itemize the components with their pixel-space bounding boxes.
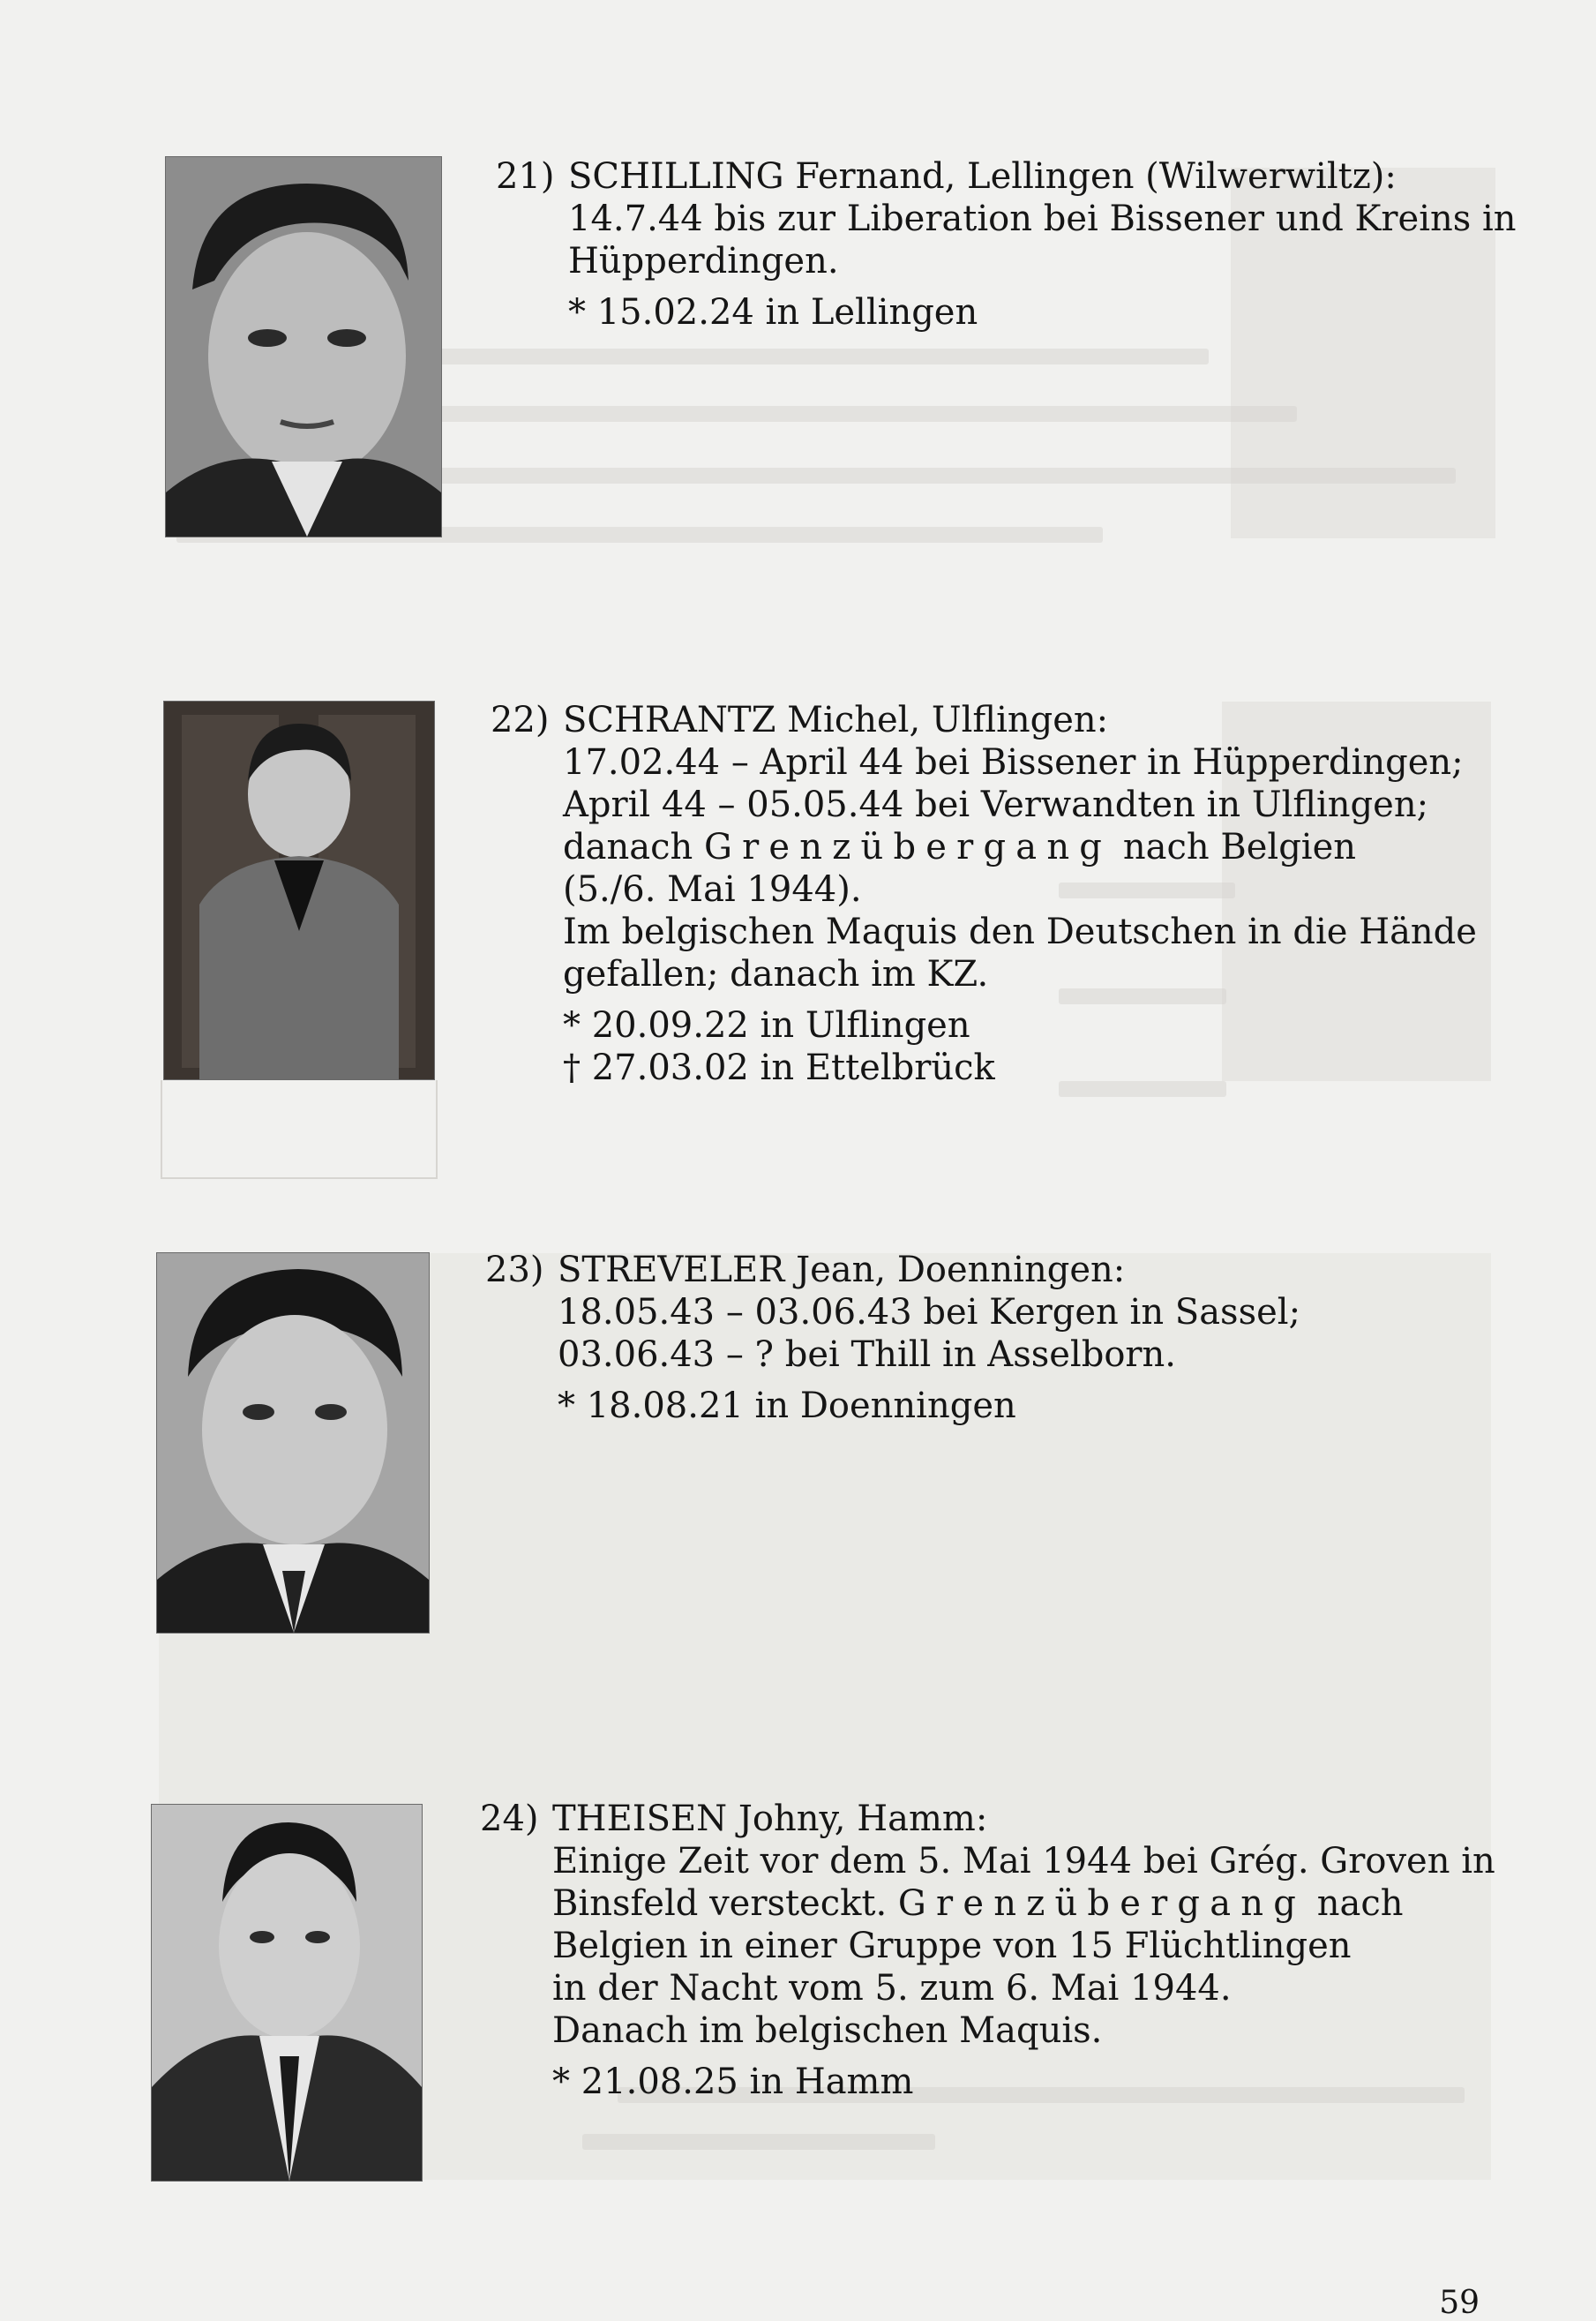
entry-line [563,826,1477,868]
birth-date: * 18.08.21 in Doenningen [558,1386,1016,1426]
entry-line: April 44 – 05.05.44 bei Verwandten in Ulflingen; [563,785,1429,825]
bleed-through-line [415,349,1209,364]
entry-number: 22) [491,700,550,740]
bleed-through-line [415,468,1456,484]
entry-line [552,1882,1495,1925]
portrait-photo-streveler [157,1253,429,1633]
entry-line-start: Binsfeld versteckt. [552,1883,888,1924]
birth-date: * 21.08.25 in Hamm [552,2062,914,2102]
photo-border-frame [161,1080,438,1179]
entry-heading: THEISEN Johny, Hamm: [552,1799,988,1839]
entry-line: gefallen; danach im KZ. [563,954,989,995]
entry-line: Im belgischen Maquis den Deutschen in die Hände [563,912,1477,952]
entry-number: 24) [480,1799,539,1839]
entry-heading: STREVELER Jean, Doenningen: [558,1250,1126,1290]
entry-line: 18.05.43 – 03.06.43 bei Kergen in Sassel; [558,1292,1301,1333]
entry-line-start: danach [563,827,693,868]
entry-line: 03.06.43 – ? bei Thill in Asselborn. [558,1334,1176,1375]
birth-date: * 20.09.22 in Ulflingen [563,1005,970,1046]
entry-line: Einige Zeit vor dem 5. Mai 1944 bei Grég. Groven in [552,1841,1495,1882]
bleed-through-line [582,2134,935,2150]
spaced-word: Grenzübergang [897,1883,1307,1924]
entry-line-end: nach [1316,1883,1404,1924]
page-number: 59 [1439,2285,1480,2321]
entry-heading: SCHILLING Fernand, Lellingen (Wilwerwiltz): [568,156,1397,197]
entry-line: Hüpperdingen. [568,241,839,282]
entry-number: 21) [496,156,555,197]
death-date: † 27.03.02 in Ettelbrück [563,1048,995,1088]
entry-line: in der Nacht vom 5. zum 6. Mai 1944. [552,1968,1232,2009]
entry-number: 23) [485,1250,544,1290]
spaced-word: Grenzübergang [703,827,1113,868]
entry-line: Danach im belgischen Maquis. [552,2010,1103,2051]
entry-line-end: nach Belgien [1122,827,1357,868]
entry-line: 17.02.44 – April 44 bei Bissener in Hüpperdingen; [563,742,1464,783]
portrait-photo-schilling [166,157,441,537]
entry-line: (5./6. Mai 1944). [563,869,862,910]
portrait-photo-schrantz [164,702,434,1079]
bleed-through-line [415,406,1297,422]
portrait-photo-theisen [152,1805,422,2181]
entry-line: Belgien in einer Gruppe von 15 Flüchtlingen [552,1926,1352,1966]
entry-line: 14.7.44 bis zur Liberation bei Bissener und Kreins in [568,199,1517,239]
birth-date: * 15.02.24 in Lellingen [568,292,978,333]
entry-heading: SCHRANTZ Michel, Ulflingen: [563,700,1109,740]
